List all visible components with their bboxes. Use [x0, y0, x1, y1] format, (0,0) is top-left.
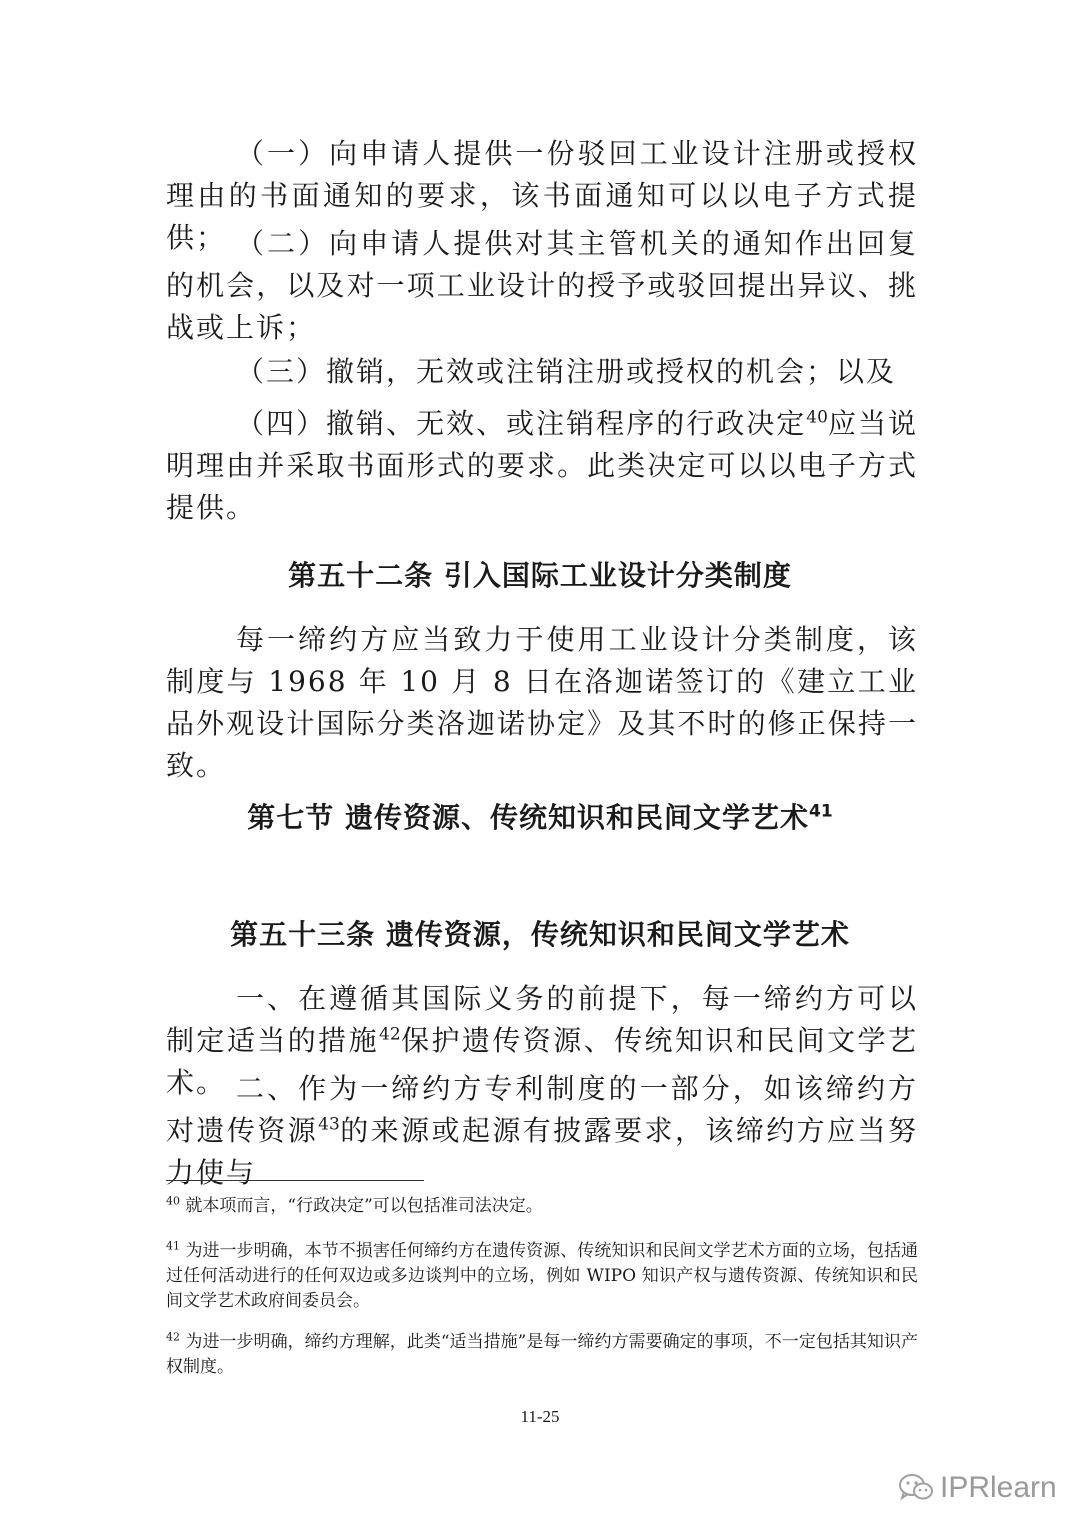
- item-4: （四）撤销、无效、或注销程序的行政决定$^{40}$应当说明理由并采取书面形式的要求。此类决定可以以电子方式提供。: [166, 407, 918, 524]
- footnote-ref-42[interactable]: 42: [379, 1024, 401, 1045]
- article-52-body: 每一缔约方应当致力于使用工业设计分类制度，该制度与 1968 年 10 月 8 日在洛迦诺签订的《建立工业品外观设计国际分类洛迦诺协定》及其不时的修正保持一致。: [166, 623, 918, 782]
- footnote-41: [166, 1239, 918, 1314]
- footnote-ref-41[interactable]: 41: [809, 801, 833, 822]
- section-7-heading: 第七节 遗传资源、传统知识和民间文学艺术$^{41}$: [247, 801, 833, 834]
- footnote-number: 40: [166, 1194, 180, 1208]
- footnote-number: 42: [166, 1330, 180, 1344]
- footnote-ref-40[interactable]: 40: [806, 407, 828, 428]
- footnote-text: 就本项而言，“行政决定”可以包括准司法决定。: [180, 1196, 543, 1216]
- item-3: （三）撤销，无效或注销注册或授权的机会；以及: [236, 355, 897, 388]
- page-number: 11-25: [520, 1407, 560, 1426]
- footnote-ref-43[interactable]: 43: [318, 1114, 340, 1135]
- article-52-heading: 第五十二条 引入国际工业设计分类制度: [288, 559, 792, 592]
- item-2: （二）向申请人提供对其主管机关的通知作出回复的机会，以及对一项工业设计的授予或驳回提出异议、挑战或上诉；: [166, 227, 918, 344]
- article-53-heading: 第五十三条 遗传资源，传统知识和民间文学艺术: [230, 918, 850, 951]
- footnote-separator: [166, 1180, 424, 1181]
- footnote-42: [166, 1330, 918, 1380]
- wechat-icon: [898, 1473, 934, 1503]
- article-53-para-2: 二、作为一缔约方专利制度的一部分，如该缔约方对遗传资源$^{43}$的来源或起源有披露要求，该缔约方应当努力使与: [166, 1072, 918, 1189]
- article-53-para-1: 一、在遵循其国际义务的前提下，每一缔约方可以制定适当的措施$^{42}$保护遗传资源、传统知识和民间文学艺术。: [166, 982, 918, 1099]
- watermark: [898, 1468, 1057, 1508]
- footnote-number: 41: [166, 1239, 180, 1253]
- item-1: （一）向申请人提供一份驳回工业设计注册或授权理由的书面通知的要求，该书面通知可以以电子方式提供；: [166, 137, 918, 254]
- footnote-text: 为进一步明确，缔约方理解，此类“适当措施”是每一缔约方需要确定的事项，不一定包括其知识产权制度。: [166, 1332, 918, 1377]
- footnote-40: [166, 1194, 918, 1219]
- watermark-text: IPRlearn: [940, 1471, 1057, 1504]
- footnote-text: 为进一步明确，本节不损害任何缔约方在遗传资源、传统知识和民间文学艺术方面的立场，包括通过任何活动进行的任何双边或多边谈判中的立场，例如 WIPO 知识产权与遗传资源、传统知识和民间文学艺术政府间委员会。: [166, 1241, 918, 1311]
